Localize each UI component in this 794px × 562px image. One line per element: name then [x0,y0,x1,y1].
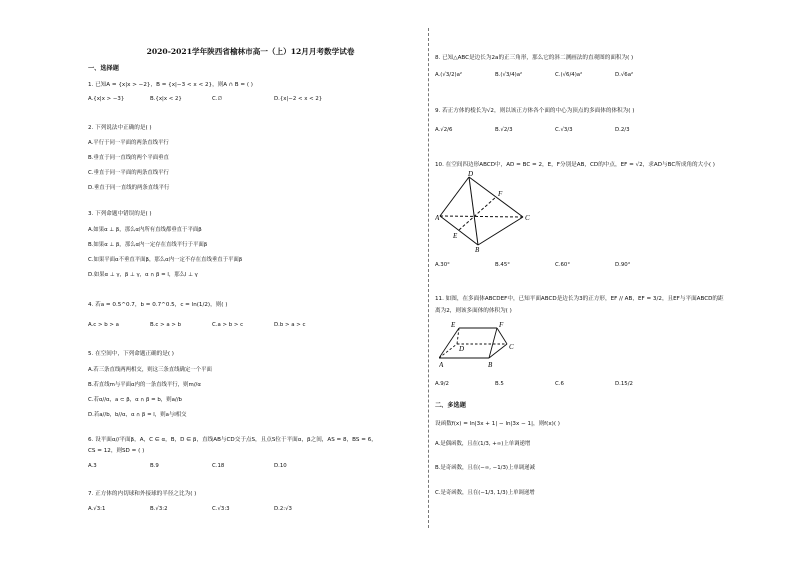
q4-option-b[interactable]: B.c > a > b [150,322,181,328]
question-6-options [88,463,413,471]
q12-option-a[interactable]: A.是偶函数，且在(1/3, +∞)上单调递增 [435,441,531,447]
label-c: C [525,214,530,222]
q4-option-a[interactable]: A.c > b > a [88,322,119,328]
question-4-options [88,322,413,330]
q7-option-c[interactable]: C.√3:3 [212,506,230,512]
question-3-stem: 3. 下列命题中错误的是( ) [88,211,152,217]
edge-fc [497,328,507,344]
q1-option-d[interactable]: D.{x|−2 < x < 2} [274,96,323,102]
q3-option-c[interactable]: C.如果平面α不垂直平面β，那么α内一定不存在直线垂直于平面β [88,257,243,263]
q2-option-a[interactable]: A.平行于同一平面的两条直线平行 [88,140,169,146]
label-a: A [435,214,440,222]
question-9-options [435,127,765,135]
q9-option-d[interactable]: D.2/3 [615,127,630,133]
column-divider [428,28,429,528]
question-7-options [88,506,413,514]
q1-option-c[interactable]: C.∅ [212,96,223,102]
q10-option-b[interactable]: B.45° [495,262,510,268]
q5-option-c[interactable]: C.若α//α，a ⊂ β，α ∩ β = b，则a//b [88,397,182,403]
question-6-stem-line1: 6. 设平面α//平面β，A，C ∈ α，B，D ∈ β，直线AB与CD交于点S，且点S位于平面α，β之间，AS = 8，BS = 6， [88,437,377,443]
q8-option-b[interactable]: B.(√3/4)a² [495,72,523,78]
label-f: F [498,190,503,198]
q11-option-b[interactable]: B.5 [495,381,504,387]
q4-option-d[interactable]: D.b > a > c [274,322,306,328]
edge-fb [489,328,497,358]
question-8-options [435,72,765,80]
tetrahedron-figure [435,170,535,252]
edge-ad-hidden [439,344,457,358]
q10-option-a[interactable]: A.30° [435,262,450,268]
question-2-stem: 2. 下列说法中正确的是( ) [88,125,152,131]
q12-option-c[interactable]: C.是奇函数，且在(−1/3, 1/3)上单调递增 [435,490,535,496]
q9-option-b[interactable]: B.√2/3 [495,127,513,133]
label-d: D [468,170,474,178]
q9-option-c[interactable]: C.√3/3 [555,127,573,133]
segment-ef [459,197,496,230]
q10-option-c[interactable]: C.60° [555,262,571,268]
q11-option-a[interactable]: A.9/2 [435,381,449,387]
q6-option-c[interactable]: C.18 [212,463,225,469]
q11-option-c[interactable]: C.6 [555,381,564,387]
label-b: B [475,246,480,252]
q5-option-a[interactable]: A.若三条直线两两相交，则这三条直线确定一个平面 [88,367,212,373]
question-11-options [435,381,765,389]
edge-dc [469,177,523,217]
q2-option-c[interactable]: C.垂直于同一平面的两条直线平行 [88,170,169,176]
question-1-options [88,96,413,104]
q3-option-b[interactable]: B.如果α ⊥ β，那么α内一定存在直线平行于平面β [88,242,208,248]
q5-option-b[interactable]: B.若直线m与平面α内的一条直线平行，则m//α [88,382,201,388]
edge-db [469,177,478,245]
label-b: B [488,361,493,368]
question-8-stem: 8. 已知△ABC是边长为2a的正三角形，那么它的斜二测画法的直观图的面积为( ) [435,55,634,61]
exam-title: 2020-2021学年陕西省榆林市高一（上）12月月考数学试卷 [146,47,355,56]
edge-bc [478,217,523,245]
q8-option-c[interactable]: C.(√6/4)a² [555,72,583,78]
section-single-choice: 一、选择题 [88,65,119,72]
question-4-stem: 4. 若a = 0.5^0.7，b = 0.7^0.5，c = ln(1/2)，则( ) [88,302,228,308]
q1-option-b[interactable]: B.{x|x < 2} [150,96,182,102]
edge-ea [439,328,459,358]
question-9-stem: 9. 若正方体的棱长为√2，则以该正方体各个面的中心为顶点的多面体的体积为( ) [435,108,635,114]
q4-option-c[interactable]: C.a > b > c [212,322,244,328]
label-f: F [499,321,504,329]
label-e: E [453,232,458,240]
edge-ac-hidden [440,216,523,217]
q2-option-b[interactable]: B.垂直于同一直线的两个平面垂直 [88,155,169,161]
q2-option-d[interactable]: D.垂直于同一直线的两条直线平行 [88,185,170,191]
q10-option-d[interactable]: D.90° [615,262,631,268]
edge-bc [489,344,507,358]
q6-option-d[interactable]: D.10 [274,463,287,469]
question-10-stem: 10. 在空间四边形ABCD中，AD = BC = 2，E，F分别是AB，CD的中点，EF = √2，求AD与BC所成角的大小( ) [435,162,715,168]
label-e: E [451,321,456,329]
q9-option-a[interactable]: A.√2/6 [435,127,453,133]
label-d: D [459,345,465,353]
q5-option-d[interactable]: D.若a//b，b//α，α ∩ β = l，则a与l相交 [88,412,187,418]
question-6-stem-line2: CS = 12，则SD = ( ) [88,448,145,454]
q8-option-a[interactable]: A.(√3/2)a² [435,72,463,78]
q7-option-b[interactable]: B.√3:2 [150,506,168,512]
edge-ab [440,216,478,245]
q3-option-a[interactable]: A.如果α ⊥ β，那么α内所有直线都垂直于平面β [88,227,202,233]
question-11-stem-line2: 离为2，则该多面体的体积为( ) [435,308,512,314]
question-5-stem: 5. 在空间中，下列命题正确的是( ) [88,351,174,357]
section-multi-choice: 二、多选题 [435,402,466,409]
q11-option-d[interactable]: D.15/2 [615,381,633,387]
question-7-stem: 7. 正方体的内切球和外接球的半径之比为( ) [88,491,197,497]
question-12-stem: 设函数f(x) = ln|3x + 1| − ln|3x − 1|，则f(x)( ) [435,421,560,427]
edge-da [440,177,469,216]
q7-option-a[interactable]: A.√3:1 [88,506,106,512]
question-10-options [435,262,765,270]
q8-option-d[interactable]: D.√6a² [615,72,634,78]
polyhedron-figure [439,318,529,368]
label-c: C [509,343,514,351]
question-1-stem: 1. 已知A = {x|x > −2}，B = {x|−3 < x < 2}，则A ∩ B = ( ) [88,82,253,88]
question-11-stem-line1: 11. 如图，在多面体ABCDEF中，已知平面ABCD是边长为3的正方形，EF // AB，EF = 3/2，且EF与平面ABCD的距 [435,296,724,302]
q3-option-d[interactable]: D.如果α ⊥ γ，β ⊥ γ，α ∩ β = l，那么l ⊥ γ [88,272,198,278]
q1-option-a[interactable]: A.{x|x > −3} [88,96,125,102]
q6-option-a[interactable]: A.3 [88,463,97,469]
q12-option-b[interactable]: B.是奇函数，且在(−∞, −1/3)上单调递减 [435,465,535,471]
q7-option-d[interactable]: D.2:√3 [274,506,292,512]
q6-option-b[interactable]: B.9 [150,463,159,469]
label-a: A [439,361,444,368]
